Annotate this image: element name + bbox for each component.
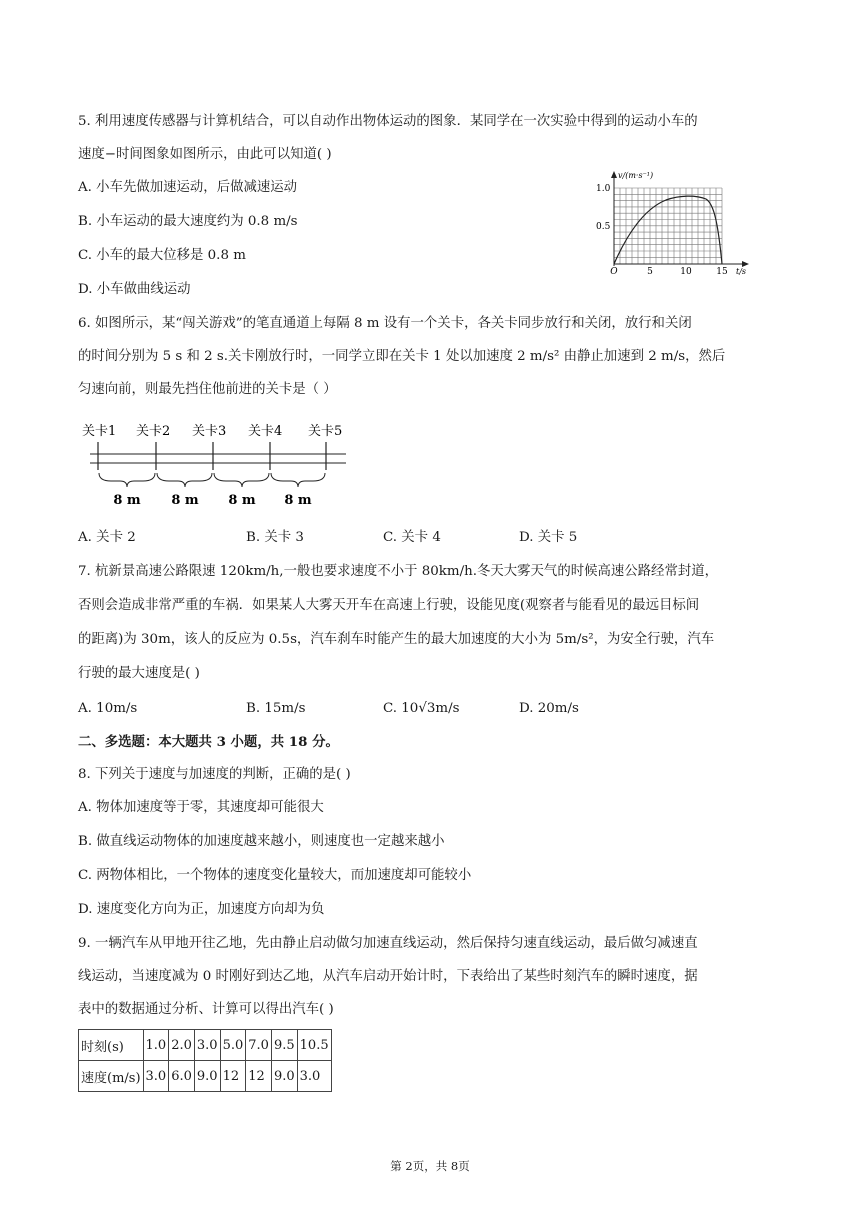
graph-ytick-05: 0.5 [596, 222, 611, 232]
velocity-time-graph [594, 168, 764, 280]
table-cell: 9.0 [271, 1061, 297, 1092]
y-axis-arrow-icon [611, 171, 617, 178]
table-cell: 12 [246, 1061, 272, 1092]
graph-origin: O [610, 267, 618, 277]
gate-label-2: 关卡2 [136, 424, 171, 439]
q9-stem-line2: 线运动，当速度减为 0 时刚好到达乙地，从汽车启动开始计时，下表给出了某些时刻汽车的瞬时速度，据 [78, 969, 698, 984]
table-cell: 12 [220, 1061, 246, 1092]
q8-stem: 8. 下列关于速度与加速度的判断，正确的是( ) [78, 767, 351, 782]
gate-label-4: 关卡4 [248, 424, 283, 439]
q5-stem-line2: 速度−时间图象如图所示，由此可以知道( ) [78, 147, 332, 162]
table-header-cell: 时刻(s) [79, 1030, 144, 1061]
q6-option-b: B. 关卡 3 [246, 530, 304, 545]
q5-option-a: A. 小车先做加速运动，后做减速运动 [78, 180, 298, 195]
graph-xtick-10: 10 [680, 267, 692, 277]
q6-stem-line3: 匀速向前，则最先挡住他前进的关卡是（ ） [78, 382, 337, 397]
table-cell: 3.0 [143, 1061, 169, 1092]
table-cell: 10.5 [297, 1030, 331, 1061]
page-footer: 第 2页，共 8页 [390, 1159, 470, 1173]
graph-ylabel: v/(m·s⁻¹) [618, 171, 654, 180]
q8-option-b: B. 做直线运动物体的加速度越来越小，则速度也一定越来越小 [78, 834, 445, 849]
table-cell: 2.0 [169, 1030, 195, 1061]
q6-stem-line2: 的时间分别为 5 s 和 2 s.关卡刚放行时，一同学立即在关卡 1 处以加速度 2 m/s² 由静止加速到 2 m/s，然后 [78, 349, 726, 364]
table-cell: 9.0 [194, 1061, 220, 1092]
table-cell: 7.0 [246, 1030, 272, 1061]
q7-option-b: B. 15m/s [246, 701, 306, 716]
q7-options [0, 699, 860, 719]
graph-ytick-1: 1.0 [596, 184, 611, 194]
q7-option-c: C. 10√3m/s [383, 701, 460, 716]
table-cell: 5.0 [220, 1030, 246, 1061]
brace-3 [214, 473, 269, 487]
q8-option-c: C. 两物体相比，一个物体的速度变化量较大，而加速度却可能较小 [78, 868, 472, 883]
table-cell: 3.0 [194, 1030, 220, 1061]
time-velocity-table [78, 1029, 332, 1092]
table-row [79, 1030, 332, 1061]
spacing-label-4: 8 m [284, 493, 312, 508]
table-cell: 6.0 [169, 1061, 195, 1092]
q5-option-d: D. 小车做曲线运动 [78, 282, 191, 297]
q5-option-c: C. 小车的最大位移是 0.8 m [78, 248, 246, 263]
spacing-label-1: 8 m [113, 493, 141, 508]
gates-diagram [78, 418, 360, 512]
q6-option-a: A. 关卡 2 [78, 530, 136, 545]
table-cell: 3.0 [297, 1061, 331, 1092]
q6-option-d: D. 关卡 5 [519, 530, 578, 545]
table-header-cell: 速度(m/s) [79, 1061, 144, 1092]
gate-label-3: 关卡3 [192, 424, 227, 439]
gate-label-5: 关卡5 [308, 424, 343, 439]
q8-option-a: A. 物体加速度等于零，其速度却可能很大 [78, 800, 324, 815]
spacing-label-2: 8 m [171, 493, 199, 508]
q5-stem-line1: 5. 利用速度传感器与计算机结合，可以自动作出物体运动的图象．某同学在一次实验中得到的运动小车的 [78, 114, 698, 129]
q7-stem-line1: 7. 杭新景高速公路限速 120km/h,一般也要求速度不小于 80km/h.冬天大雾天气的时候高速公路经常封道， [78, 564, 719, 579]
q6-option-c: C. 关卡 4 [383, 530, 441, 545]
spacing-label-3: 8 m [228, 493, 256, 508]
q7-stem-line3: 的距离)为 30m，该人的反应为 0.5s，汽车刹车时能产生的最大加速度的大小为 5m/s²，为安全行驶，汽车 [78, 632, 715, 647]
q7-option-d: D. 20m/s [519, 701, 579, 716]
q5-option-b: B. 小车运动的最大速度约为 0.8 m/s [78, 214, 298, 229]
table-row [79, 1061, 332, 1092]
q7-option-a: A. 10m/s [78, 701, 138, 716]
gate-label-1: 关卡1 [82, 424, 117, 439]
q6-stem-line1: 6. 如图所示，某“闯关游戏”的笔直通道上每隔 8 m 设有一个关卡，各关卡同步放行和关闭，放行和关闭 [78, 316, 692, 331]
brace-2 [157, 473, 212, 487]
q8-option-d: D. 速度变化方向为正，加速度方向却为负 [78, 902, 325, 917]
graph-xtick-15: 15 [716, 267, 728, 277]
q7-stem-line2: 否则会造成非常严重的车祸．如果某人大雾天开车在高速上行驶，设能见度(观察者与能看见的最远目标间 [78, 598, 700, 613]
graph-xlabel: t/s [736, 267, 747, 276]
table-cell: 1.0 [143, 1030, 169, 1061]
q7-stem-line4: 行驶的最大速度是( ) [78, 666, 200, 681]
q6-options [0, 528, 860, 548]
section-heading-multiple-choice: 二、多选题：本大题共 3 小题，共 18 分。 [78, 734, 339, 750]
brace-4 [271, 473, 325, 487]
table-cell: 9.5 [271, 1030, 297, 1061]
q9-stem-line1: 9. 一辆汽车从甲地开往乙地，先由静止启动做匀加速直线运动，然后保持匀速直线运动，最后做匀减速直 [78, 936, 698, 951]
graph-xtick-5: 5 [647, 267, 653, 277]
brace-1 [99, 473, 155, 487]
q9-stem-line3: 表中的数据通过分析、计算可以得出汽车( ) [78, 1002, 334, 1017]
